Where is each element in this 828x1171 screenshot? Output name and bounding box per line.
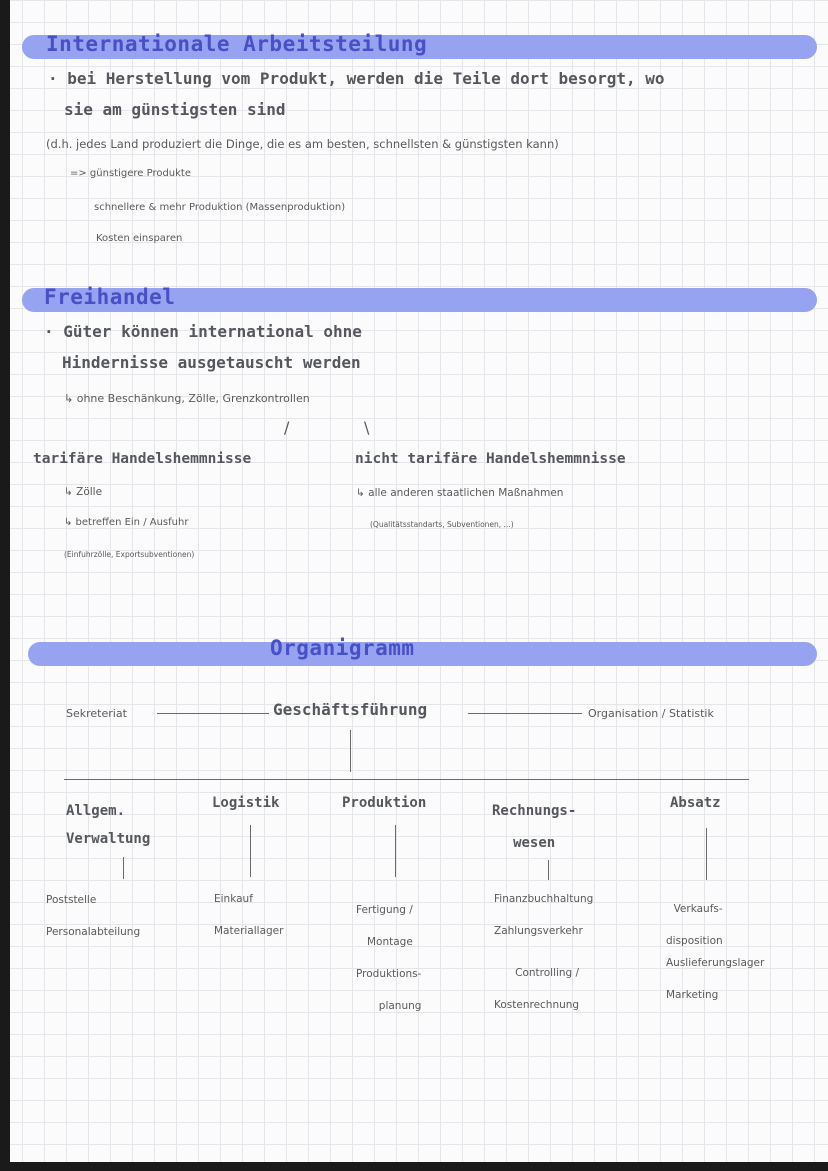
tariff-example: (Einfuhrzölle, Exportsubventionen) — [64, 550, 195, 559]
org-organisation-statistics: Organisation / Statistik — [588, 707, 714, 720]
non-tariff-example: (Qualitätsstandarts, Subventionen, ...) — [370, 520, 514, 529]
dept-accounting: Rechnungs- wesen — [492, 803, 577, 851]
section2-sub-note: ↳ ohne Beschänkung, Zölle, Grenzkontrollen — [64, 392, 310, 405]
tariff-item-2: ↳ betreffen Ein / Ausfuhr — [64, 517, 189, 528]
dept-production-line — [395, 825, 396, 877]
org-connector-right — [468, 713, 582, 714]
section1-result3: Kosten einsparen — [96, 233, 183, 244]
dept-production-item-2: Produktions- planung — [356, 968, 422, 1012]
dept-logistics-line — [250, 825, 251, 877]
dept-sales-item-3: Marketing — [666, 989, 719, 1001]
dept-sales-line — [706, 828, 707, 880]
section3-title: Organigramm — [270, 636, 415, 660]
dept-logistics: Logistik — [212, 795, 280, 811]
dept-logistics-item-2: Materiallager — [214, 925, 284, 937]
dept-sales-item-2: Auslieferungslager — [666, 957, 765, 969]
org-horizontal-bar — [64, 779, 749, 780]
dept-sales-item-1: Verkaufs- disposition — [666, 903, 723, 947]
section2-branch-right: \ — [364, 418, 370, 437]
dept-accounting-item-3: Controlling / Kostenrechnung — [494, 967, 580, 1011]
dept-logistics-item-1: Einkauf — [214, 893, 253, 905]
dept-administration: Allgem. Verwaltung — [66, 803, 151, 847]
dept-administration-item-2: Personalabteilung — [46, 926, 141, 938]
section3-title-banner — [28, 642, 817, 666]
section1-title: Internationale Arbeitsteilung — [46, 32, 428, 56]
tariff-heading: tarifäre Handelshemmnisse — [33, 451, 252, 467]
org-management: Geschäftsführung — [273, 700, 428, 719]
page-frame-bottom — [0, 1162, 828, 1171]
section2-bullet-line2: Hindernisse ausgetauscht werden — [62, 353, 361, 372]
section1-bullet-line2: sie am günstigsten sind — [64, 100, 286, 119]
section1-result1: => günstigere Produkte — [70, 168, 192, 179]
page-frame-left — [0, 0, 10, 1171]
section2-branch-left: / — [284, 418, 290, 437]
section1-note: (d.h. jedes Land produziert die Dinge, die es am besten, schnellsten & günstigsten kann) — [46, 137, 559, 151]
section1-bullet-line1: · bei Herstellung vom Produkt, werden die Teile dort besorgt, wo — [48, 69, 665, 88]
dept-accounting-item-1: Finanzbuchhaltung — [494, 893, 594, 905]
dept-accounting-item-2: Zahlungsverkehr — [494, 925, 583, 937]
org-vertical-stem — [350, 730, 351, 772]
dept-accounting-line — [548, 860, 549, 880]
dept-administration-item-1: Poststelle — [46, 894, 97, 906]
dept-production-item-1: Fertigung / Montage — [356, 904, 413, 948]
non-tariff-item-1: ↳ alle anderen staatlichen Maßnahmen — [356, 487, 564, 499]
section2-title: Freihandel — [44, 285, 176, 309]
dept-sales: Absatz — [670, 795, 721, 811]
section1-result2: schnellere & mehr Produktion (Massenproduktion) — [94, 202, 346, 213]
non-tariff-heading: nicht tarifäre Handelshemmnisse — [355, 451, 626, 467]
section2-bullet-line1: · Güter können international ohne — [44, 322, 362, 341]
org-connector-left — [157, 713, 269, 714]
dept-production: Produktion — [342, 795, 427, 811]
tariff-item-1: ↳ Zölle — [64, 486, 103, 498]
dept-administration-line — [123, 857, 124, 879]
org-secretariat: Sekreteriat — [66, 707, 127, 720]
